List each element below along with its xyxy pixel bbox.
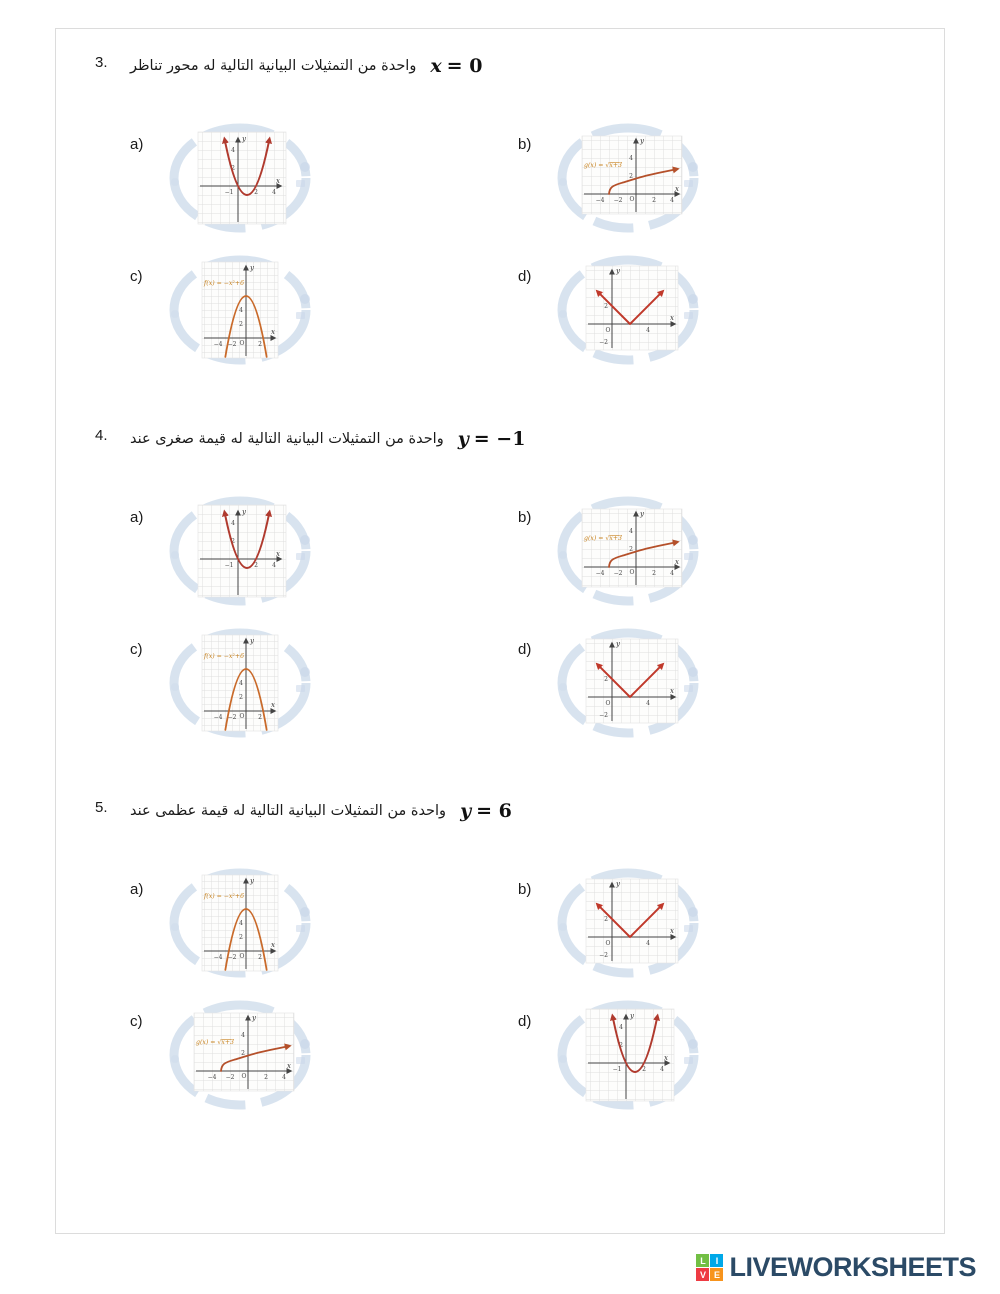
svg-text:y: y	[250, 637, 254, 645]
function-label: f(x) = −x²+6	[204, 280, 245, 287]
logo-square-e: E	[710, 1268, 723, 1281]
option-a[interactable]	[130, 122, 318, 234]
option-d[interactable]	[518, 999, 706, 1111]
svg-text:x: x	[276, 550, 280, 558]
svg-text:y: y	[616, 267, 620, 275]
option-a[interactable]	[130, 867, 318, 979]
option-label: c)	[130, 268, 143, 285]
svg-text:x: x	[670, 927, 674, 935]
plot-area	[586, 879, 678, 963]
svg-text:−4: −4	[207, 1074, 217, 1081]
svg-text:y: y	[630, 1012, 634, 1020]
plot-area	[586, 639, 678, 723]
graph-thumbnail	[168, 122, 318, 234]
svg-text:y: y	[242, 508, 246, 516]
math-expression	[460, 800, 512, 822]
svg-text:2: 2	[254, 562, 258, 569]
svg-text:4: 4	[272, 189, 276, 196]
svg-text:O: O	[241, 1073, 247, 1080]
math-variable: x	[430, 55, 442, 77]
svg-text:x: x	[664, 1054, 668, 1062]
option-label: a)	[130, 136, 144, 153]
svg-text:y: y	[616, 640, 620, 648]
svg-text:−2: −2	[599, 952, 608, 959]
option-label: b)	[518, 136, 532, 153]
svg-text:2: 2	[239, 694, 243, 701]
svg-text:4: 4	[646, 700, 650, 707]
option-a[interactable]	[130, 495, 318, 607]
parabola-down-graph	[168, 254, 318, 366]
question-number: 3.	[95, 54, 108, 71]
svg-text:−2: −2	[599, 712, 608, 719]
liveworksheets-logo-icon[interactable]	[696, 1254, 723, 1281]
svg-text:4: 4	[670, 197, 674, 204]
svg-text:x: x	[675, 185, 679, 193]
svg-text:O: O	[239, 953, 245, 960]
sqrt-graph	[556, 122, 706, 234]
logo-square-v: V	[696, 1268, 709, 1281]
svg-text:4: 4	[272, 562, 276, 569]
svg-text:4: 4	[282, 1074, 286, 1081]
svg-text:y: y	[640, 137, 644, 145]
function-label: f(x) = −x²+6	[204, 893, 245, 900]
svg-text:4: 4	[239, 920, 243, 927]
svg-text:2: 2	[629, 173, 633, 180]
svg-text:x: x	[675, 558, 679, 566]
svg-text:O: O	[629, 569, 635, 576]
option-d[interactable]	[518, 254, 706, 366]
svg-text:4: 4	[231, 520, 235, 527]
question-number: 5.	[95, 799, 108, 816]
plot-area	[198, 132, 286, 224]
math-expression	[458, 428, 526, 450]
svg-text:4: 4	[231, 147, 235, 154]
svg-text:x: x	[271, 941, 275, 949]
function-label: g(x) = √x+3	[584, 162, 622, 169]
svg-text:2: 2	[604, 916, 608, 923]
parabola-down-graph	[168, 867, 318, 979]
function-label: f(x) = −x²+6	[204, 653, 245, 660]
svg-text:O: O	[605, 940, 611, 947]
math-expression	[430, 55, 482, 77]
question-number: 4.	[95, 427, 108, 444]
option-b[interactable]	[518, 122, 706, 234]
svg-text:2: 2	[231, 165, 235, 172]
svg-text:y: y	[250, 264, 254, 272]
svg-text:4: 4	[239, 307, 243, 314]
svg-text:−2: −2	[227, 954, 237, 961]
svg-text:O: O	[629, 196, 635, 203]
question-text-arabic: واحدة من التمثيلات البيانية التالية له قيمة عظمى عند	[130, 803, 447, 819]
svg-text:4: 4	[629, 155, 633, 162]
svg-text:y: y	[640, 510, 644, 518]
option-label: d)	[518, 268, 532, 285]
svg-text:−2: −2	[227, 341, 237, 348]
svg-text:O: O	[605, 327, 611, 334]
svg-text:2: 2	[258, 341, 262, 348]
svg-text:2: 2	[258, 954, 262, 961]
math-rhs: = −1	[473, 428, 526, 450]
plot-area	[586, 1009, 674, 1101]
svg-text:−2: −2	[613, 570, 623, 577]
svg-text:−1: −1	[224, 189, 234, 196]
question-header	[130, 425, 525, 453]
graph-thumbnail	[556, 495, 706, 607]
parabola-up-graph	[556, 999, 706, 1111]
plot-area	[586, 266, 678, 350]
svg-text:4: 4	[646, 327, 650, 334]
graph-thumbnail	[556, 627, 706, 739]
footer	[696, 1252, 976, 1283]
option-label: b)	[518, 509, 532, 526]
option-label: c)	[130, 1013, 143, 1030]
svg-text:4: 4	[660, 1066, 664, 1073]
svg-text:2: 2	[231, 538, 235, 545]
svg-text:−2: −2	[613, 197, 623, 204]
option-label: c)	[130, 641, 143, 658]
svg-text:−4: −4	[213, 954, 223, 961]
svg-text:x: x	[276, 177, 280, 185]
svg-text:2: 2	[652, 570, 656, 577]
parabola-up-graph	[168, 495, 318, 607]
svg-text:−2: −2	[599, 339, 608, 346]
option-c[interactable]	[130, 627, 318, 739]
svg-text:4: 4	[619, 1024, 623, 1031]
svg-text:x: x	[670, 687, 674, 695]
svg-text:−1: −1	[612, 1066, 622, 1073]
svg-text:2: 2	[642, 1066, 646, 1073]
svg-text:2: 2	[629, 546, 633, 553]
svg-text:4: 4	[670, 570, 674, 577]
svg-text:2: 2	[254, 189, 258, 196]
graph-thumbnail	[168, 867, 318, 979]
question-text-arabic: واحدة من التمثيلات البيانية التالية له محور تناظر	[130, 58, 417, 74]
svg-text:−2: −2	[225, 1074, 235, 1081]
option-label: a)	[130, 881, 144, 898]
svg-text:−4: −4	[213, 341, 223, 348]
graph-thumbnail	[168, 495, 318, 607]
option-label: d)	[518, 641, 532, 658]
function-label: g(x) = √x+3	[584, 535, 622, 542]
logo-square-i: I	[710, 1254, 723, 1267]
svg-text:2: 2	[264, 1074, 268, 1081]
svg-text:−4: −4	[213, 714, 223, 721]
svg-text:4: 4	[629, 528, 633, 535]
question-header	[130, 52, 482, 80]
option-c[interactable]	[130, 999, 318, 1111]
math-rhs: = 0	[446, 55, 483, 77]
option-b[interactable]	[518, 495, 706, 607]
parabola-down-graph	[168, 627, 318, 739]
svg-text:2: 2	[239, 934, 243, 941]
svg-text:4: 4	[646, 940, 650, 947]
parabola-up-graph	[168, 122, 318, 234]
svg-text:−1: −1	[224, 562, 234, 569]
question-header	[130, 797, 512, 825]
math-variable: y	[460, 800, 472, 822]
svg-text:O: O	[239, 713, 245, 720]
graph-thumbnail	[168, 254, 318, 366]
svg-text:2: 2	[619, 1042, 623, 1049]
svg-text:4: 4	[241, 1032, 245, 1039]
absolute-value-graph	[556, 867, 706, 979]
question-text-arabic: واحدة من التمثيلات البيانية التالية له قيمة صغرى عند	[130, 431, 444, 447]
option-label: a)	[130, 509, 144, 526]
option-c[interactable]	[130, 254, 318, 366]
option-label: d)	[518, 1013, 532, 1030]
svg-text:y: y	[250, 877, 254, 885]
graph-thumbnail	[556, 122, 706, 234]
plot-area	[198, 505, 286, 597]
brand-name[interactable]: LIVEWORKSHEETS	[729, 1252, 976, 1282]
svg-text:4: 4	[239, 680, 243, 687]
math-variable: y	[457, 428, 469, 450]
option-label: b)	[518, 881, 532, 898]
function-label: g(x) = √x+3	[196, 1039, 234, 1046]
svg-text:O: O	[239, 340, 245, 347]
svg-text:y: y	[252, 1014, 256, 1022]
graph-thumbnail	[556, 999, 706, 1111]
graph-thumbnail	[556, 867, 706, 979]
svg-text:2: 2	[652, 197, 656, 204]
graph-thumbnail	[168, 627, 318, 739]
svg-text:y: y	[616, 880, 620, 888]
absolute-value-graph	[556, 254, 706, 366]
svg-text:−4: −4	[595, 570, 605, 577]
svg-text:y: y	[242, 135, 246, 143]
sqrt-graph	[556, 495, 706, 607]
graph-thumbnail	[168, 999, 318, 1111]
option-d[interactable]	[518, 627, 706, 739]
logo-square-l: L	[696, 1254, 709, 1267]
svg-text:2: 2	[241, 1050, 245, 1057]
svg-text:2: 2	[258, 714, 262, 721]
svg-text:x: x	[271, 328, 275, 336]
svg-text:2: 2	[604, 676, 608, 683]
option-b[interactable]	[518, 867, 706, 979]
math-rhs: = 6	[476, 800, 512, 822]
absolute-value-graph	[556, 627, 706, 739]
svg-text:x: x	[271, 701, 275, 709]
svg-text:2: 2	[239, 321, 243, 328]
svg-text:−2: −2	[227, 714, 237, 721]
sqrt-graph	[168, 999, 318, 1111]
graph-thumbnail	[556, 254, 706, 366]
svg-text:x: x	[287, 1062, 291, 1070]
svg-text:2: 2	[604, 303, 608, 310]
svg-text:O: O	[605, 700, 611, 707]
svg-text:−4: −4	[595, 197, 605, 204]
svg-text:x: x	[670, 314, 674, 322]
